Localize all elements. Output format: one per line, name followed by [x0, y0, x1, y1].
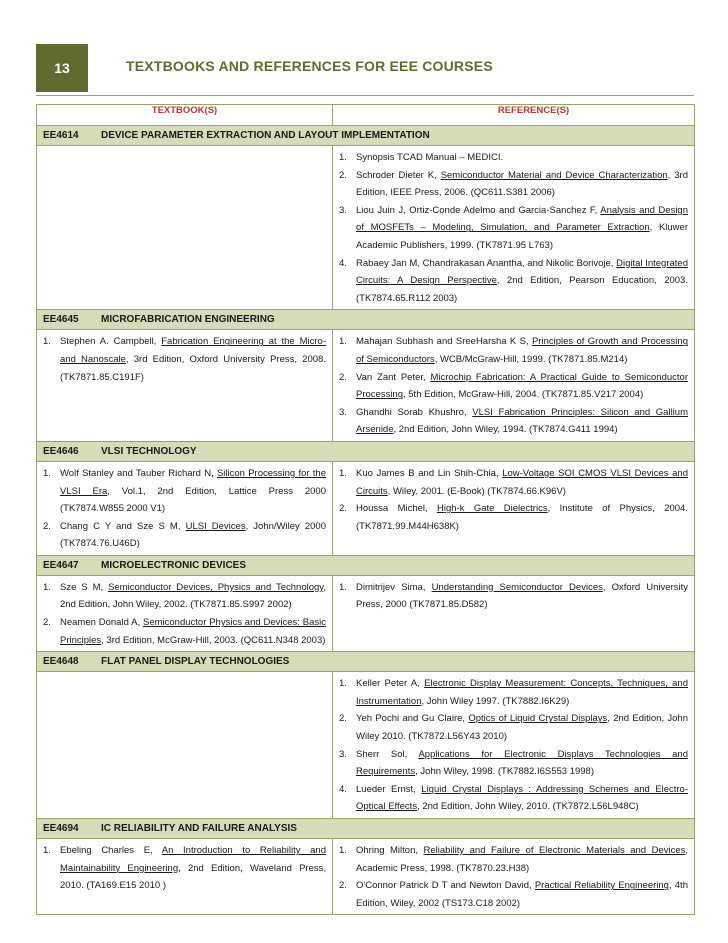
item-number: 2. [339, 371, 347, 383]
item-number: 2. [43, 617, 51, 629]
chapter-title: TEXTBOOKS AND REFERENCES FOR EEE COURSES [126, 58, 493, 74]
item-number: 1. [339, 845, 347, 856]
course-title: FLAT PANEL DISPLAY TECHNOLOGIES [101, 656, 290, 668]
book-title: Microchip Fabrication: A Practical Guide to Semiconductor Processing [356, 371, 688, 401]
reference-item [339, 675, 688, 710]
citation-details: , Academic Press, 1998. (TK7870.23.H38) [356, 845, 688, 874]
chapter-header [36, 44, 694, 92]
course-header-row [37, 652, 695, 672]
citation-authors: Mahajan Subhash and SreeHarsha K S, [356, 336, 532, 348]
citation-authors: Synopsis TCAD Manual – MEDICI. [356, 152, 504, 163]
citation-text [356, 746, 688, 781]
citation-authors: Lueder Ernst, [356, 783, 422, 795]
citation-text [60, 579, 326, 614]
item-number: 2. [339, 880, 347, 892]
course-header-row [37, 310, 695, 330]
citation-text [356, 781, 688, 816]
book-title: Electronic Display Measurement: Concepts, Techniques, and Instrumentation [356, 678, 688, 707]
citation-text [356, 500, 688, 535]
book-title: ULSI Devices [185, 520, 246, 532]
citation-authors: Schroder Dieter K, [356, 169, 441, 181]
item-number: 2. [43, 520, 51, 532]
book-title: VLSI Fabrication Principles: Silicon and Gallium Arsenide [356, 406, 688, 436]
citation-text [60, 465, 326, 518]
citation-text [356, 842, 688, 877]
citation-details: , 2nd Edition, Waveland Press, 2010. (TA169.E15 2010 ) [60, 862, 326, 892]
citation-text [356, 167, 688, 202]
reference-cell [333, 839, 695, 915]
book-title: High-k Gate Dielectrics [437, 503, 548, 515]
chapter-number: 13 [36, 44, 88, 92]
citation-authors: Dimitrijev Sima, [356, 581, 432, 593]
citation-text [356, 149, 688, 167]
citation-details: , 2nd Edition, John Wiley, 2002. (TK7871.85.S997 2002) [60, 581, 326, 611]
book-title: An Introduction to Reliability and Maintainability Engineering [60, 845, 327, 874]
citation-details: , 2nd Edition, John Wiley 2010. (TK7872.L56Y43 2010) [356, 713, 689, 743]
citation-details: , Oxford University Press, 2000 (TK7871.85.D582) [356, 581, 688, 611]
citation-text [356, 255, 688, 308]
citation-authors: Wolf Stanley and Tauber Richard N, [60, 467, 217, 479]
item-number: 2. [339, 503, 347, 515]
course-code: EE4647 [43, 559, 79, 571]
book-title: Principles of Growth and Processing of Semiconductors [356, 336, 688, 365]
citation-authors: Liou Juin J, Ortiz-Conde Adelmo and Garcia-Sanchez F, [356, 204, 601, 216]
reference-list [339, 333, 688, 439]
item-number: 1. [339, 581, 347, 593]
citation-authors: Van Zant Peter, [356, 371, 431, 383]
citation-authors: Keller Peter A, [356, 678, 425, 690]
course-code: EE4645 [43, 314, 79, 326]
citation-text [356, 710, 688, 745]
textbook-cell [37, 146, 333, 310]
course-code: EE4694 [43, 823, 79, 834]
reference-cell [333, 461, 695, 555]
textbook-list [43, 842, 326, 895]
reference-cell [333, 146, 695, 310]
textbook-cell [37, 330, 333, 442]
citation-details: , 4th Edition, Wiley, 2002 (TS173.C18 2002) [356, 880, 688, 909]
citation-details: , 2nd Edition, John Wiley, 2010. (TK7872.L56L948C) [417, 801, 639, 813]
course-header-row [37, 819, 695, 839]
citation-authors: Ghandhi Sorab Khushro, [356, 406, 473, 418]
item-number: 1. [339, 467, 347, 479]
item-number: 2. [339, 713, 347, 725]
course-heading [37, 555, 695, 575]
reference-item [339, 877, 688, 912]
textbook-cell [37, 839, 333, 915]
courses-body [37, 126, 695, 915]
reference-item [339, 202, 688, 255]
item-number: 1. [43, 467, 51, 479]
citation-text [356, 404, 688, 439]
citation-authors: Neamen Donald A, [60, 617, 143, 629]
book-title: Understanding Semiconductor Devices [431, 581, 603, 593]
reference-cell [333, 575, 695, 651]
citation-text [356, 465, 688, 500]
citation-details: , John/Wiley 2000 (TK7874.76.U46D) [60, 520, 326, 550]
course-code: EE4648 [43, 656, 79, 668]
course-title: DEVICE PARAMETER EXTRACTION AND LAYOUT IMPLEMENTATION [101, 130, 430, 141]
course-header-row [37, 126, 695, 146]
book-title: Fabrication Engineering at the Micro- and Nanoscale [60, 336, 326, 365]
item-number: 1. [339, 678, 347, 690]
citation-details: , 5th Edition, McGraw-Hill, 2004. (TK7871.85.V217 2004) [403, 389, 644, 401]
item-number: 1. [43, 336, 51, 348]
book-title: Semiconductor Devices, Physics and Technology [108, 581, 324, 593]
reference-cell [333, 672, 695, 819]
reference-list [339, 579, 688, 614]
reference-item [339, 255, 688, 308]
textbook-item [43, 579, 326, 614]
textbook-column-header: TEXTBOOK(S) [37, 105, 333, 126]
course-body-row [37, 146, 695, 310]
item-number: 4. [339, 257, 347, 269]
citation-authors: O'Connor Patrick D T and Newton David, [356, 880, 535, 892]
book-title: Analysis and Design of MOSFETs – Modeling, Simulation, and Parameter Extraction [356, 204, 689, 234]
course-heading [37, 126, 695, 146]
citation-text [60, 842, 326, 895]
citation-details: , 2nd Edition, John Wiley, 1994. (TK7874.G411 1994) [393, 424, 618, 436]
course-title: IC RELIABILITY AND FAILURE ANALYSIS [101, 823, 297, 834]
reference-list [339, 465, 688, 535]
reference-item [339, 404, 688, 439]
reference-list [339, 675, 688, 816]
textbook-cell [37, 672, 333, 819]
item-number: 1. [339, 152, 347, 163]
citation-text [60, 333, 326, 386]
citation-authors: Rabaey Jan M, Chandrakasan Anantha, and Nikolic Borivoje, [356, 257, 617, 269]
book-title: Digital Integrated Circuits: A Design Perspective [356, 257, 688, 287]
citation-details: , Wiley, 2001. (E-Book) (TK7874.66.K96V) [387, 485, 566, 497]
header-rule [36, 95, 694, 96]
citation-details: , John Wiley 1997. (TK7882.I6K29) [421, 695, 570, 707]
reference-column-header: REFERENCE(S) [333, 105, 695, 126]
course-heading [37, 441, 695, 461]
book-title: Silicon Processing for the VLSI Era [60, 467, 326, 497]
book-title: Practical Reliability Engineering [534, 880, 669, 892]
textbook-cell [37, 461, 333, 555]
item-number: 4. [339, 783, 347, 795]
reference-item [339, 500, 688, 535]
citation-details: , 2nd Edition, Pearson Education, 2003. (TK7874.65.R112 2003) [356, 275, 688, 304]
citation-authors: Yeh Pochi and Gu Claire, [356, 713, 469, 725]
item-number: 1. [43, 845, 51, 856]
citation-details: , Vol.1, 2nd Edition, Lattice Press 2000 (TK7874.W855 2000 V1) [60, 485, 326, 515]
citation-details: , John Wiley, 1998. (TK7882.I6S553 1998) [415, 766, 594, 778]
citation-details: , 3rd Edition, Oxford University Press, 2008. (TK7871.85.C191F) [60, 353, 326, 383]
reference-item [339, 781, 688, 816]
book-title: Optics of Liquid Crystal Displays [468, 713, 608, 725]
item-number: 1. [43, 581, 51, 593]
reference-item [339, 333, 688, 368]
citation-authors: Sze S M, [60, 581, 109, 593]
reference-cell [333, 330, 695, 442]
course-title: MICROFABRICATION ENGINEERING [101, 314, 275, 326]
course-header-row [37, 441, 695, 461]
course-body-row [37, 672, 695, 819]
citation-text [60, 614, 326, 649]
book-title: Liquid Crystal Displays : Addressing Schemes and Electro-Optical Effects [356, 783, 688, 813]
citation-authors: Sherr Sol, [356, 748, 419, 760]
course-title: VLSI TECHNOLOGY [101, 445, 197, 457]
reference-item [339, 710, 688, 745]
course-body-row [37, 839, 695, 915]
reference-item [339, 167, 688, 202]
citation-text [356, 369, 688, 404]
textbook-cell [37, 575, 333, 651]
reference-list [339, 842, 688, 912]
course-code: EE4614 [43, 130, 79, 141]
course-heading [37, 652, 695, 672]
citation-authors: Chang C Y and Sze S M, [60, 520, 186, 532]
citation-text [356, 675, 688, 710]
course-heading [37, 310, 695, 330]
citation-text [356, 333, 688, 368]
citation-authors: Stephen A. Campbell, [60, 336, 162, 348]
reference-list [339, 149, 688, 307]
citation-details: , 3rd Edition, IEEE Press, 2006. (QC611.S381 2006) [356, 169, 688, 199]
citation-text [356, 202, 688, 255]
textbook-item [43, 518, 326, 553]
citation-authors: Kuo James B and Lin Shih-Chia, [356, 467, 503, 479]
reference-item [339, 369, 688, 404]
item-number: 3. [339, 204, 347, 216]
book-title: Reliability and Failure of Electronic Materials and Devices [423, 845, 686, 856]
citation-authors: Ebeling Charles E, [60, 845, 162, 856]
citation-text [60, 518, 326, 553]
textbook-list [43, 333, 326, 386]
item-number: 3. [339, 406, 347, 418]
course-body-row [37, 330, 695, 442]
table-header-row [37, 105, 695, 126]
reference-item [339, 465, 688, 500]
book-title: Semiconductor Material and Device Characterization [440, 169, 668, 181]
citation-text [356, 877, 688, 912]
book-title: Low-Voltage SOI CMOS VLSI Devices and Circuits [356, 467, 688, 497]
book-title: Applications for Electronic Displays Technologies and Requirements [356, 748, 688, 778]
book-title: Semiconductor Physics and Devices: Basic Principles [60, 617, 326, 646]
reference-item [339, 842, 688, 877]
reference-item [339, 579, 688, 614]
course-header-row [37, 555, 695, 575]
course-heading [37, 819, 695, 839]
item-number: 1. [339, 336, 347, 348]
textbook-item [43, 333, 326, 386]
citation-details: , Institute of Physics, 2004. (TK7871.99.M44H638K) [356, 503, 688, 532]
textbook-list [43, 579, 326, 649]
citation-authors: Houssa Michel, [356, 503, 438, 515]
item-number: 3. [339, 748, 347, 760]
textbook-item [43, 465, 326, 518]
citation-details: , Kluwer Academic Publishers, 1999. (TK7871.95 L763) [356, 222, 688, 251]
citation-details: , 3rd Edition, McGraw-Hill, 2003. (QC611.N348 2003) [101, 634, 326, 646]
textbook-item [43, 842, 326, 895]
citation-details: , WCB/McGraw-Hill, 1999. (TK7871.85.M214) [434, 353, 628, 365]
course-code: EE4646 [43, 445, 79, 457]
course-body-row [37, 575, 695, 651]
textbook-list [43, 465, 326, 553]
course-body-row [37, 461, 695, 555]
references-table [36, 104, 695, 915]
reference-item [339, 149, 688, 167]
citation-authors: Ohring Milton, [356, 845, 424, 856]
reference-item [339, 746, 688, 781]
item-number: 2. [339, 169, 347, 181]
course-title: MICROELECTRONIC DEVICES [101, 559, 247, 571]
citation-text [356, 579, 688, 614]
textbook-item [43, 614, 326, 649]
